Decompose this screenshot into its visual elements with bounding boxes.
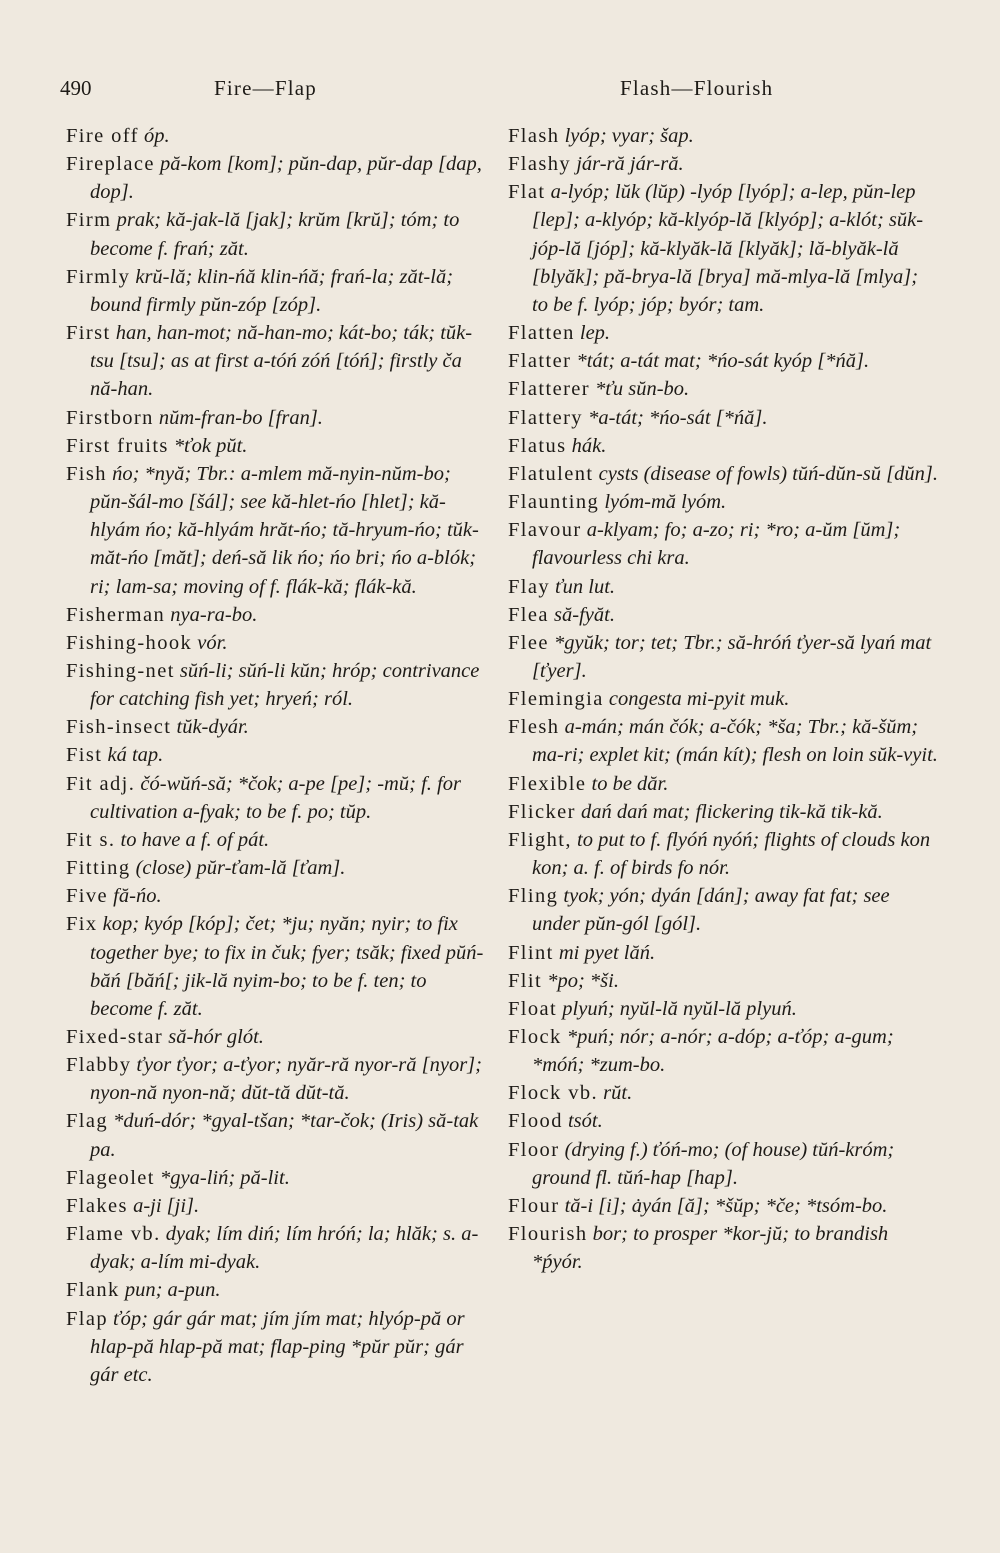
entry-headword: Flatulent	[508, 462, 594, 485]
entry-definition: ťun lut.	[555, 575, 616, 598]
entry-headword: Flaunting	[508, 491, 600, 514]
entry-definition: kop; kyóp [kóp]; čet; *ju; nyăn; nyir; to fix together bye; to fix in čuk; fyer; tsăk; fixed pŭń-băń [băń[; jik-lă nyim-bo; to be f. ten; to become f. zăt.	[90, 913, 484, 1020]
entry-headword: Flageolet	[66, 1166, 155, 1189]
entry-definition: ťyor ťyor; a-ťyor; nyăr-ră nyor-ră [nyor]; nyon-nă nyon-nă; dŭt-tă dŭt-tă.	[90, 1054, 482, 1105]
dictionary-entry	[508, 122, 938, 150]
dictionary-entry	[66, 629, 486, 657]
dictionary-entry	[508, 516, 938, 572]
entry-headword: Flesh	[508, 716, 560, 739]
dictionary-entry	[66, 150, 486, 206]
dictionary-entry	[508, 1107, 938, 1135]
entry-headword: Flight,	[508, 828, 572, 851]
dictionary-entry	[66, 404, 486, 432]
entry-definition: a-lyóp; lŭk (lŭp) -lyóp [lyóp]; a-lep, pŭn-lep [lep]; a-klyóp; kă-klyóp-lă [klyóp]; a-klót; sŭk-jóp-lă [jóp]; kă-klyăk-lă [klyăk]; lă-blyăk-lă [blyăk]; pă-brya-lă [brya] mă-mlya-lă [mlya]; to be f. lyóp; jóp; byór; tam.	[532, 181, 924, 316]
dictionary-entry	[66, 1305, 486, 1389]
dictionary-entry	[508, 967, 938, 995]
dictionary-entry	[66, 713, 486, 741]
page-number: 490	[60, 76, 92, 100]
entry-headword: Flavour	[508, 519, 582, 542]
entry-headword: Flint	[508, 941, 554, 964]
entry-headword: Fishing-hook	[66, 631, 193, 654]
entry-headword: Flexible	[508, 772, 587, 795]
dictionary-entry	[66, 657, 486, 713]
dictionary-entry	[66, 1164, 486, 1192]
dictionary-entry	[66, 770, 486, 826]
dictionary-entry	[508, 460, 938, 488]
entry-headword: Fix	[66, 913, 98, 936]
entry-definition: nya-ra-bo.	[170, 603, 258, 626]
entry-headword: Fit s.	[66, 828, 116, 851]
entry-headword: Flatten	[508, 322, 575, 345]
entry-headword: Flock vb.	[508, 1082, 599, 1105]
entry-definition: dań dań mat; flickering tik-kă tik-kă.	[581, 800, 883, 823]
entry-headword: Fist	[66, 744, 103, 767]
entry-headword: Flat	[508, 181, 546, 204]
dictionary-entry	[508, 939, 938, 967]
entry-headword: Flit	[508, 969, 543, 992]
dictionary-entry	[66, 826, 486, 854]
dictionary-entry	[508, 1220, 938, 1276]
page-header	[0, 72, 1000, 106]
entry-definition: ńo; *nyă; Tbr.: a-mlem mă-nyin-nŭm-bo; pŭn-šál-mo [šál]; see kă-hlet-ńo [hlet]; kă-hlyám ńo; kă-hlyám hrăt-ńo; tă-hryum-ńo; tŭk-măt-ńo [măt]; deń-să lik ńo; ńo bri; ńo a-blók; ri; lam-sa; moving of f. flák-kă; flák-kă.	[90, 462, 479, 598]
dictionary-entry	[508, 1192, 938, 1220]
dictionary-entry	[508, 375, 938, 403]
dictionary-entry	[508, 995, 938, 1023]
entry-headword: Fishing-net	[66, 659, 175, 682]
right-running-title: Flash—Flourish	[620, 76, 774, 100]
dictionary-entry	[508, 629, 938, 685]
entry-headword: Flemingia	[508, 688, 604, 711]
dictionary-entry	[508, 685, 938, 713]
entry-definition: (close) pŭr-ťam-lă [ťam].	[135, 857, 346, 880]
entry-definition: ťóp; gár gár mat; jím jím mat; hlyóp-pă or hlap-pă hlap-pă mat; flap-ping *pŭr pŭr; gár gár etc.	[90, 1307, 465, 1386]
dictionary-entry	[508, 404, 938, 432]
entry-definition: rŭt.	[603, 1082, 633, 1105]
entry-headword: Firm	[66, 209, 112, 232]
entry-definition: vór.	[197, 631, 228, 654]
entry-definition: pă-kom [kom]; pŭn-dap, pŭr-dap [dap, dop].	[90, 153, 482, 204]
entry-definition: a-ji [ji].	[133, 1194, 200, 1217]
entry-definition: *ťu sŭn-bo.	[595, 378, 690, 401]
dictionary-entry	[66, 460, 486, 601]
entry-definition: *gya-liń; pă-lit.	[160, 1166, 290, 1189]
dictionary-entry	[66, 910, 486, 1023]
entry-headword: Flee	[508, 631, 549, 654]
entry-definition: *po; *ši.	[547, 969, 619, 992]
dictionary-entry	[66, 1023, 486, 1051]
entry-definition: lyóm-mă lyóm.	[604, 491, 727, 514]
entry-headword: Flicker	[508, 800, 576, 823]
entry-definition: to put to f. flyóń nyóń; flights of clouds kon kon; a. f. of birds fo nór.	[532, 828, 931, 880]
entry-headword: Flattery	[508, 406, 583, 429]
entry-headword: First fruits	[66, 434, 169, 457]
entry-headword: Floor	[508, 1138, 560, 1161]
dictionary-entry	[66, 1276, 486, 1304]
dictionary-entry	[508, 770, 938, 798]
entry-definition: prak; kă-jak-lă [jak]; krŭm [krŭ]; tóm; to become f. frań; zăt.	[90, 209, 460, 260]
entry-headword: Fish-insect	[66, 716, 172, 739]
entry-definition: congesta mi-pyit muk.	[608, 688, 790, 711]
entry-headword: Fit adj.	[66, 772, 136, 795]
entry-headword: Flood	[508, 1110, 563, 1133]
entry-headword: Fisherman	[66, 603, 166, 626]
entry-headword: Fling	[508, 885, 559, 908]
entry-definition: ká tap.	[107, 744, 164, 767]
dictionary-entry	[66, 1051, 486, 1107]
entry-headword: Flourish	[508, 1223, 588, 1246]
entry-headword: Firmly	[66, 265, 131, 288]
entry-definition: *tát; a-tát mat; *ńo-sát kyóp [*ńă].	[576, 350, 870, 373]
entry-headword: Firstborn	[66, 406, 154, 429]
dictionary-entry	[66, 1220, 486, 1276]
dictionary-entry	[66, 854, 486, 882]
entry-headword: First	[66, 322, 111, 345]
entry-headword: Flay	[508, 575, 551, 598]
entry-definition: cysts (disease of fowls) tŭń-dŭn-sŭ [dŭn].	[598, 462, 938, 485]
dictionary-entry	[508, 1079, 938, 1107]
dictionary-entry	[508, 601, 938, 629]
entry-definition: a-mán; mán čók; a-čók; *ša; Tbr.; kă-šŭm; ma-ri; explet kit; (mán kít); flesh on loin sŭk-vyit.	[532, 716, 938, 767]
entry-definition: să-hór glót.	[168, 1026, 264, 1048]
entry-definition: han, han-mot; nă-han-mo; kát-bo; ták; tŭk-tsu [tsu]; as at first a-tóń zóń [tóń]; firstly ča nă-han.	[90, 322, 473, 401]
entry-headword: Flash	[508, 125, 560, 147]
dictionary-entry	[508, 432, 938, 460]
dictionary-entry	[66, 601, 486, 629]
dictionary-entry	[508, 713, 938, 769]
left-column	[66, 122, 486, 1389]
entry-definition: óp.	[144, 125, 170, 147]
entry-definition: *ťok pŭt.	[173, 434, 248, 457]
dictionary-entry	[508, 150, 938, 178]
entry-headword: Float	[508, 997, 558, 1020]
entry-headword: Flank	[66, 1279, 120, 1302]
entry-headword: Flabby	[66, 1054, 132, 1077]
entry-headword: Flock	[508, 1026, 562, 1048]
entry-headword: Flap	[66, 1307, 109, 1330]
dictionary-entry	[508, 178, 938, 319]
entry-definition: plyuń; nyŭl-lă nyŭl-lă plyuń.	[562, 997, 797, 1020]
entry-headword: Fire off	[66, 125, 139, 147]
dictionary-entry	[66, 122, 486, 150]
entry-definition: čó-wŭń-să; *čok; a-pe [pe]; -mŭ; f. for cultivation a-fyak; to be f. po; tŭp.	[90, 772, 461, 823]
entry-headword: Flame vb.	[66, 1223, 161, 1246]
entry-headword: Flatterer	[508, 378, 591, 401]
entry-headword: Flag	[66, 1110, 109, 1133]
dictionary-entry	[66, 263, 486, 319]
entry-definition: nŭm-fran-bo [fran].	[158, 406, 323, 429]
entry-definition: tyok; yón; dyán [dán]; away fat fat; see under pŭn-gól [gól].	[532, 885, 890, 936]
dictionary-entry	[508, 488, 938, 516]
entry-definition: jár-ră jár-ră.	[576, 153, 684, 176]
dictionary-entry	[66, 432, 486, 460]
entry-headword: Fireplace	[66, 153, 155, 176]
entry-definition: tŭk-dyár.	[176, 716, 249, 739]
right-column	[508, 122, 938, 1276]
dictionary-entry	[508, 347, 938, 375]
dictionary-entry	[508, 826, 938, 882]
dictionary-entry	[508, 798, 938, 826]
entry-definition: mi pyet lăń.	[558, 941, 656, 964]
entry-definition: lep.	[579, 322, 611, 345]
entry-definition: *a-tát; *ńo-sát [*ńă].	[588, 406, 768, 429]
entry-headword: Flour	[508, 1194, 560, 1217]
dictionary-entry	[66, 882, 486, 910]
entry-definition: (drying f.) ťóń-mo; (of house) tŭń-króm; ground fl. tŭń-hap [hap].	[532, 1138, 895, 1189]
dictionary-entry	[66, 1107, 486, 1163]
dictionary-entry	[508, 573, 938, 601]
entry-definition: sŭń-li; sŭń-li kŭn; hróp; contrivance for catching fish yet; hryeń; ról.	[90, 659, 480, 711]
dictionary-entry	[508, 882, 938, 938]
entry-definition: tă-i [i]; ȧyán [ă]; *šŭp; *če; *tsóm-bo.	[564, 1194, 888, 1217]
entry-headword: Flashy	[508, 153, 572, 176]
entry-headword: Flakes	[66, 1194, 128, 1217]
entry-definition: tsót.	[567, 1110, 603, 1133]
entry-definition: să-fyăt.	[554, 603, 615, 626]
entry-definition: bor; to prosper *kor-jŭ; to brandish *ṕyór.	[532, 1223, 889, 1274]
dictionary-entry	[66, 741, 486, 769]
entry-definition: fă-ńo.	[113, 885, 162, 908]
entry-definition: hák.	[571, 434, 607, 457]
dictionary-entry	[66, 319, 486, 403]
entry-headword: Fitting	[66, 857, 131, 880]
entry-definition: a-klyam; fo; a-zo; ri; *ro; a-ŭm [ŭm]; flavourless chi kra.	[532, 519, 901, 570]
dictionary-entry	[66, 206, 486, 262]
entry-definition: *duń-dór; *gyal-tšan; *tar-čok; (Iris) să-tak pa.	[90, 1110, 479, 1161]
dictionary-entry	[508, 1136, 938, 1192]
entry-definition: to have a f. of pát.	[120, 828, 270, 851]
entry-headword: Flatter	[508, 350, 572, 373]
entry-headword: Flea	[508, 603, 549, 626]
entry-definition: *gyŭk; tor; tet; Tbr.; să-hróń ťyer-să lyań mat [ťyer].	[532, 631, 932, 682]
dictionary-entry	[66, 1192, 486, 1220]
entry-definition: dyak; lím diń; lím hróń; la; hlăk; s. a-dyak; a-lím mi-dyak.	[90, 1223, 479, 1274]
entry-definition: to be dăr.	[591, 772, 669, 795]
entry-headword: Five	[66, 885, 109, 908]
entry-definition: krŭ-lă; klin-ńă klin-ńă; frań-la; zăt-lă; bound firmly pŭn-zóp [zóp].	[90, 265, 454, 316]
entry-definition: *puń; nór; a-nór; a-dóp; a-ťóp; a-gum; *móń; *zum-bo.	[532, 1026, 894, 1077]
entry-definition: lyóp; vyar; šap.	[564, 125, 694, 147]
entry-headword: Fixed-star	[66, 1026, 164, 1048]
left-running-title: Fire—Flap	[214, 76, 317, 100]
entry-headword: Flatus	[508, 434, 567, 457]
dictionary-entry	[508, 1023, 938, 1079]
dictionary-entry	[508, 319, 938, 347]
entry-definition: pun; a-pun.	[124, 1279, 221, 1302]
entry-headword: Fish	[66, 462, 107, 485]
